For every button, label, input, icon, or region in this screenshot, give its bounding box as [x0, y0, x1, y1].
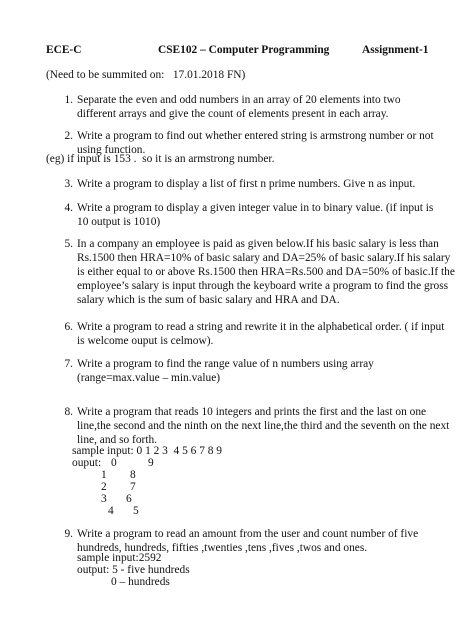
output-value: 0 [111, 457, 117, 469]
question-text: Write a program to find out whether entered string is armstrong number or not using function. [77, 130, 434, 156]
question-text: Write a program that reads 10 integers and prints the first and the last on one line,the second and the ninth on the next line,the third and the seventh on the next line, and so forth. [77, 406, 450, 446]
output-label: ouput: [72, 457, 102, 469]
output-line: 0 – hundreds [111, 576, 170, 588]
output-value: 5 [133, 505, 139, 517]
question-text: Write a program to read a string and rewrite it in the alphabetical order. ( if input is welcome ouput is celmow). [77, 321, 445, 347]
question-text: In a company an employee is paid as given below.If his basic salary is less than Rs.1500 then HRA=10% of basic salary and DA=25% of basic salary.If his salary is either equal to or above Rs.1500 then HRA=Rs.500 and DA=50% of basic.If the employee’s salary is input through the keyboard write a program to find the gross salary which is the sum of basic salary and HRA and DA. [77, 238, 455, 306]
course-title: CSE102 – Computer Programming [158, 44, 330, 56]
sample-input: sample input:2592 [77, 552, 162, 564]
question-number: 3. [64, 178, 73, 190]
class-label: ECE-C [46, 44, 82, 56]
question-text: Write a program to read an amount from the user and count number of five hundreds, hundreds, fifties ,twenties ,tens ,fives ,twos and ones. [77, 528, 419, 554]
question-number: 5. [64, 238, 73, 250]
sample-input: sample input: 0 1 2 3 4 5 6 7 8 9 [72, 445, 222, 457]
question-text: Write a program to display a list of first n prime numbers. Give n as input. [77, 178, 416, 190]
output-line: output: 5 - five hundreds [77, 564, 190, 576]
assignment-label: Assignment-1 [362, 44, 429, 56]
output-value: 4 [108, 505, 114, 517]
question-text: Write a program to display a given integer value in to binary value. (if input is 10 output is 1010) [77, 202, 434, 228]
question-number: 8. [64, 406, 73, 418]
question-number: 4. [64, 202, 73, 214]
example-note: (eg) if input is 153 . so it is an armstrong number. [46, 153, 275, 165]
output-value: 3 [101, 493, 107, 505]
question-number: 9. [64, 528, 73, 540]
deadline-note: (Need to be summited on: 17.01.2018 FN) [46, 69, 246, 81]
question-text: Separate the even and odd numbers in an array of 20 elements into two different arrays and give the count of elements present in each array. [77, 94, 401, 120]
output-value: 8 [130, 469, 136, 481]
output-value: 9 [148, 457, 154, 469]
output-value: 7 [130, 481, 136, 493]
question-number: 6. [64, 321, 73, 333]
question-number: 2. [64, 130, 73, 142]
question-number: 1. [64, 94, 73, 106]
output-value: 1 [101, 469, 107, 481]
output-value: 6 [126, 493, 132, 505]
output-value: 2 [101, 481, 107, 493]
question-text: Write a program to find the range value of n numbers using array (range=max.value – min.value) [77, 358, 374, 384]
question-number: 7. [64, 358, 73, 370]
